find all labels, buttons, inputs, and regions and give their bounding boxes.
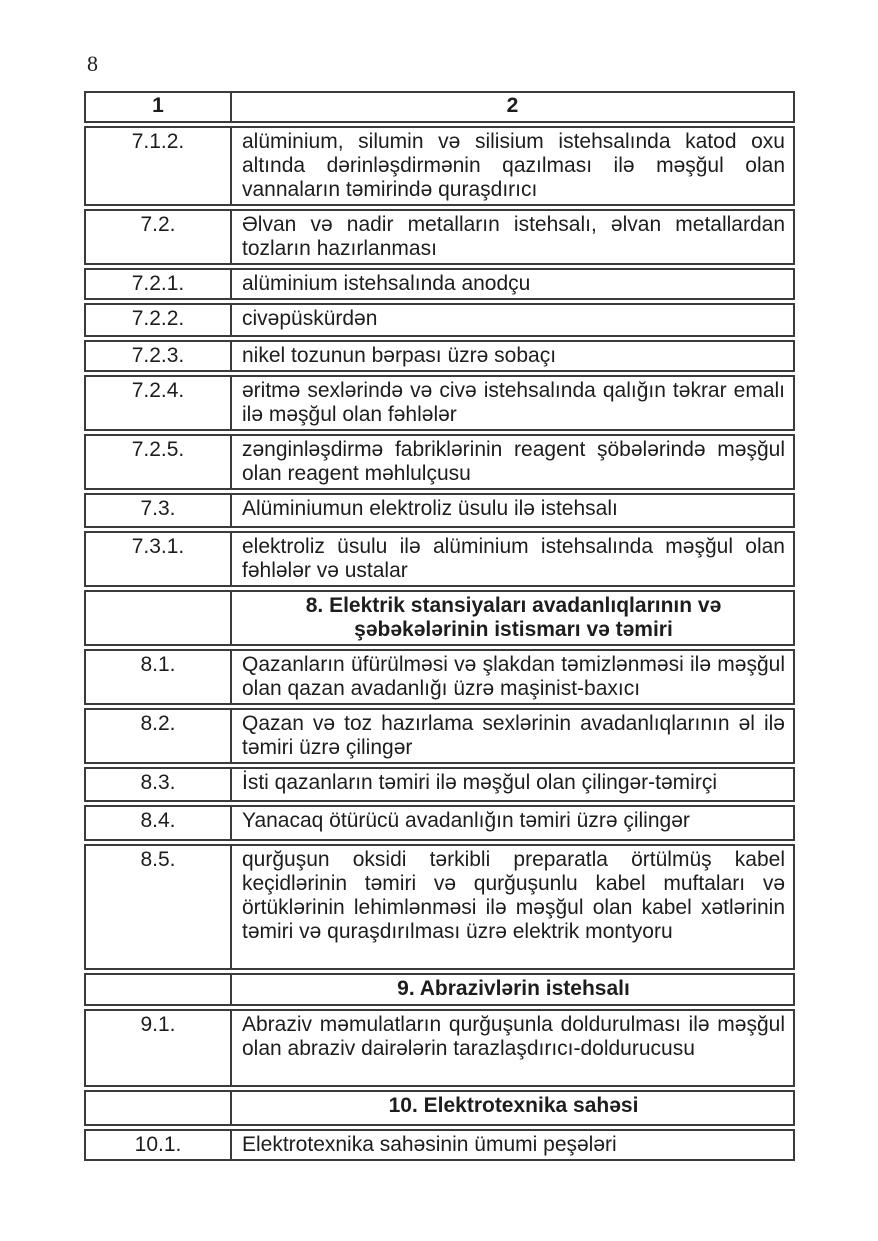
row-description: Qazan və toz hazırlama sexlərinin avadanlıqlarının əl ilə təmiri üzrə çilingər: [230, 708, 795, 764]
table-header-row: [84, 91, 795, 123]
row-code: 8.1.: [84, 649, 230, 705]
row-code: [84, 973, 230, 1006]
table-row: [84, 531, 795, 587]
table-row: [84, 493, 795, 528]
row-description: alüminium istehsalında anodçu: [230, 268, 795, 300]
table-row: [84, 767, 795, 802]
table-row: [84, 126, 795, 206]
column-header-2: 2: [230, 91, 795, 123]
row-code: 10.1.: [84, 1129, 230, 1161]
row-description: Əlvan və nadir metalların istehsalı, əlvan metallardan tozların hazırlanması: [230, 209, 795, 265]
table-section-row: [84, 590, 795, 646]
professions-table: [84, 88, 795, 1164]
table-section-row: [84, 973, 795, 1006]
table-row: [84, 649, 795, 705]
row-description: 10. Elektrotexnika sahəsi: [230, 1090, 795, 1126]
row-code: 7.3.1.: [84, 531, 230, 587]
row-description: 9. Abrazivlərin istehsalı: [230, 973, 795, 1006]
row-description: Alüminiumun elektroliz üsulu ilə istehsalı: [230, 493, 795, 528]
table-row: [84, 434, 795, 490]
row-code: 7.3.: [84, 493, 230, 528]
row-code: 8.4.: [84, 805, 230, 841]
row-code: [84, 590, 230, 646]
row-code: 8.2.: [84, 708, 230, 764]
table-row: [84, 708, 795, 764]
row-code: 7.2.: [84, 209, 230, 265]
row-description: 8. Elektrik stansiyaları avadanlıqlarının və şəbəkələrinin istismarı və təmiri: [230, 590, 795, 646]
row-code: 9.1.: [84, 1009, 230, 1087]
column-header-1: 1: [84, 91, 230, 123]
table-row: [84, 209, 795, 265]
row-description: elektroliz üsulu ilə alüminium istehsalında məşğul olan fəhlələr və ustalar: [230, 531, 795, 587]
row-code: 7.2.4.: [84, 375, 230, 431]
row-description: əritmə sexlərində və civə istehsalında qalığın təkrar emalı ilə məşğul olan fəhlələr: [230, 375, 795, 431]
row-code: 7.2.1.: [84, 268, 230, 300]
row-code: 7.2.5.: [84, 434, 230, 490]
table-row: [84, 1009, 795, 1087]
row-description: zənginləşdirmə fabriklərinin reagent şöbələrində məşğul olan reagent məhlulçusu: [230, 434, 795, 490]
table-row: [84, 844, 795, 970]
table-section-row: [84, 1090, 795, 1126]
page-number: 8: [87, 51, 98, 76]
row-description: Qazanların üfürülməsi və şlakdan təmizlənməsi ilə məşğul olan qazan avadanlığı üzrə maşinist-baxıcı: [230, 649, 795, 705]
table-row: [84, 340, 795, 372]
row-description: Elektrotexnika sahəsinin ümumi peşələri: [230, 1129, 795, 1161]
row-description: İsti qazanların təmiri ilə məşğul olan çilingər-təmirçi: [230, 767, 795, 802]
row-description: Abraziv məmulatların qurğuşunla doldurulması ilə məşğul olan abraziv dairələrin tarazlaşdırıcı-doldurucusu: [230, 1009, 795, 1087]
table-row: [84, 1129, 795, 1161]
table-row: [84, 805, 795, 841]
table-row: [84, 268, 795, 300]
row-description: Yanacaq ötürücü avadanlığın təmiri üzrə çilingər: [230, 805, 795, 841]
row-description: nikel tozunun bərpası üzrə sobaçı: [230, 340, 795, 372]
row-code: 7.1.2.: [84, 126, 230, 206]
row-code: 8.5.: [84, 844, 230, 970]
row-code: 8.3.: [84, 767, 230, 802]
row-code: 7.2.2.: [84, 303, 230, 337]
row-code: [84, 1090, 230, 1126]
row-description: civəpüskürdən: [230, 303, 795, 337]
table-row: [84, 375, 795, 431]
table-row: [84, 303, 795, 337]
row-description: qurğuşun oksidi tərkibli preparatla örtülmüş kabel keçidlərinin təmiri və qurğuşunlu kabel muftaları və örtüklərinin lehimlənməsi ilə məşğul olan kabel xətlərinin təmiri və quraşdırılması üzrə elektrik montyoru: [230, 844, 795, 970]
row-description: alüminium, silumin və silisium istehsalında katod oxu altında dərinləşdirmənin qazılması ilə məşğul olan vannaların təmirində quraşdırıcı: [230, 126, 795, 206]
row-code: 7.2.3.: [84, 340, 230, 372]
table-body: [84, 126, 795, 1161]
